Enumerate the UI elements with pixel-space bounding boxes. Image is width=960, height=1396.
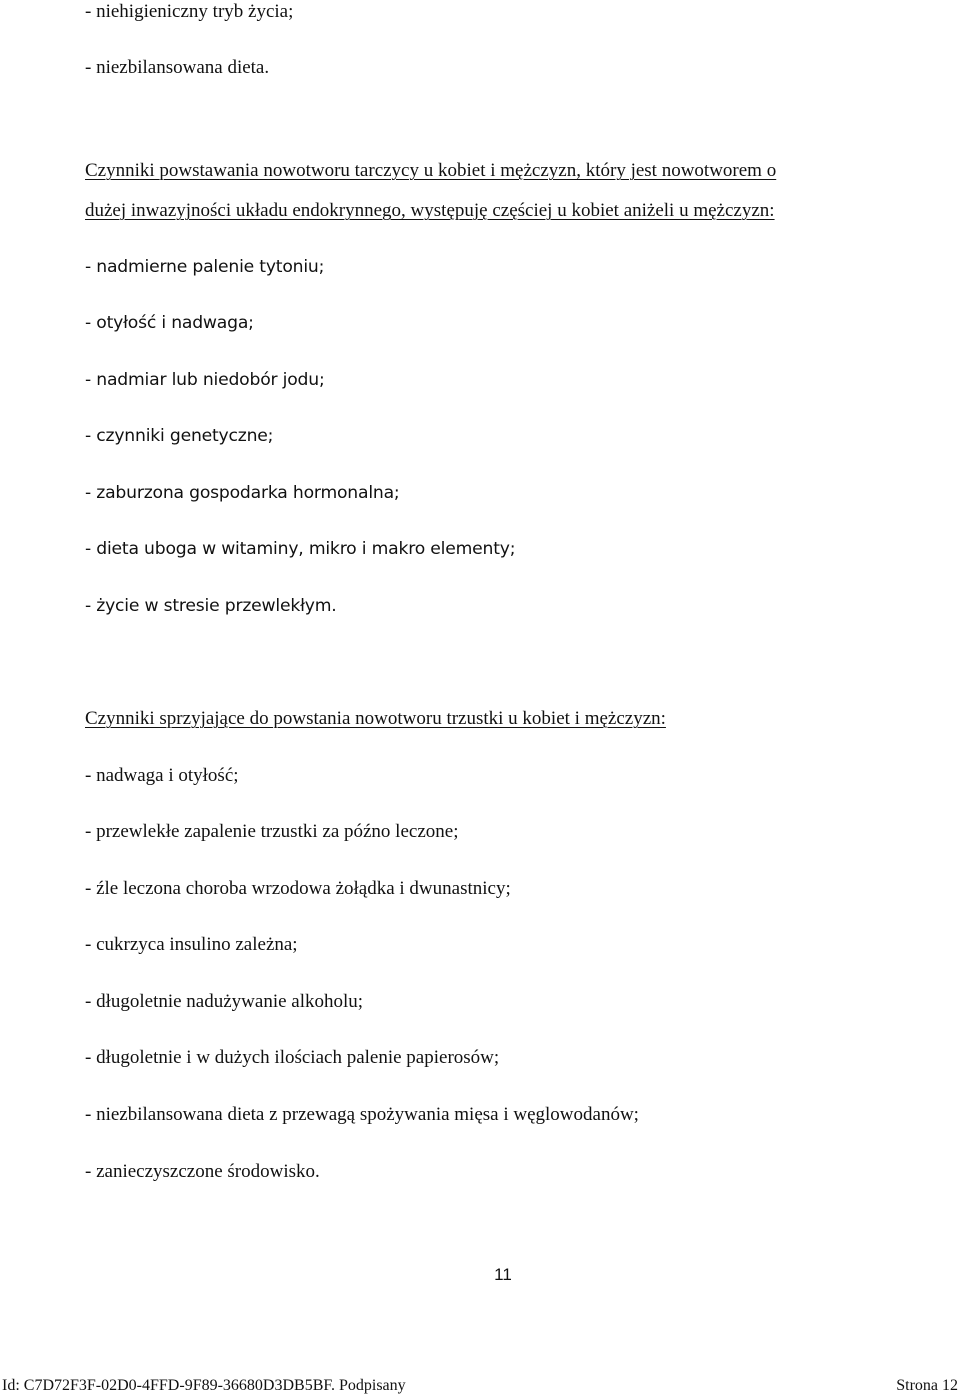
list-item: - czynniki genetyczne; xyxy=(85,426,274,446)
list-item: - długoletnie nadużywanie alkoholu; xyxy=(85,991,364,1012)
section-heading-thyroid-line2: dużej inwazyjności układu endokrynnego, występuję częściej u kobiet aniżeli u mężczyzn: xyxy=(85,200,775,221)
list-item: - niezbilansowana dieta z przewagą spożywania mięsa i węglowodanów; xyxy=(85,1104,639,1125)
list-item: - zanieczyszczone środowisko. xyxy=(85,1161,320,1182)
list-item: - zaburzona gospodarka hormonalna; xyxy=(85,483,400,503)
page-number: 11 xyxy=(494,1265,512,1284)
list-item: - niehigieniczny tryb życia; xyxy=(85,1,294,22)
list-item: - cukrzyca insulino zależna; xyxy=(85,934,298,955)
list-item: - źle leczona choroba wrzodowa żołądka i dwunastnicy; xyxy=(85,878,511,899)
list-item: - długoletnie i w dużych ilościach palenie papierosów; xyxy=(85,1047,500,1068)
section-heading-pancreas: Czynniki sprzyjające do powstania nowotworu trzustki u kobiet i mężczyzn: xyxy=(85,708,666,729)
list-item: - nadwaga i otyłość; xyxy=(85,765,239,786)
list-item: - dieta uboga w witaminy, mikro i makro elementy; xyxy=(85,539,516,559)
list-item: - niezbilansowana dieta. xyxy=(85,57,270,78)
footer-document-id: Id: C7D72F3F-02D0-4FFD-9F89-36680D3DB5BF. Podpisany xyxy=(2,1377,406,1394)
list-item: - przewlekłe zapalenie trzustki za późno leczone; xyxy=(85,821,459,842)
list-item: - życie w stresie przewlekłym. xyxy=(85,596,337,616)
list-item: - nadmierne palenie tytoniu; xyxy=(85,257,325,277)
section-heading-thyroid-line1: Czynniki powstawania nowotworu tarczycy u kobiet i mężczyzn, który jest nowotworem o xyxy=(85,160,777,181)
list-item: - nadmiar lub niedobór jodu; xyxy=(85,370,325,390)
list-item: - otyłość i nadwaga; xyxy=(85,313,254,333)
footer-page-label: Strona 12 xyxy=(896,1377,958,1394)
